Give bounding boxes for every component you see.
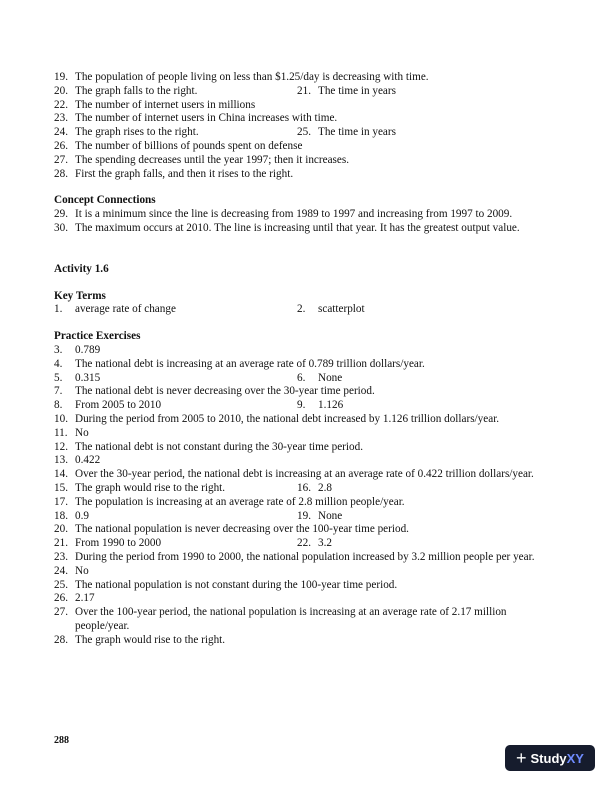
item-text: First the graph falls, and then it rises to the right. [75, 167, 294, 180]
item-text: During the period from 2005 to 2010, the national debt increased by 1.126 trillion dollars/year. [75, 412, 500, 425]
item-text: 1.126 [318, 399, 344, 412]
item-text: 0.422 [75, 454, 101, 467]
item-number: 12. [54, 440, 68, 453]
item-text: Over the 30-year period, the national debt is increasing at an average rate of 0.422 trillion dollars/year. [75, 468, 534, 481]
list-item [54, 496, 554, 510]
item-text: It is a minimum since the line is decreasing from 1989 to 1997 and increasing from 1997 to 2009. [75, 208, 513, 221]
practice-exercises-heading: Practice Exercises [54, 330, 141, 343]
list-item [54, 427, 554, 441]
item-number: 25. [54, 578, 68, 591]
item-number: 19. [297, 509, 311, 522]
item-text: The national population is never decreasing over the 100-year time period. [75, 523, 409, 536]
item-number: 19. [54, 71, 68, 83]
item-text: The maximum occurs at 2010. The line is increasing until that year. It has the greatest output value. [75, 221, 520, 234]
practice-exercises-list [54, 344, 554, 648]
item-number: 28. [54, 633, 68, 646]
item-number: 5. [54, 371, 63, 384]
concept-connections-heading: Concept Connections [54, 194, 156, 207]
list-item [54, 537, 554, 551]
item-number: 7. [54, 385, 63, 398]
item-text: 0.315 [75, 371, 101, 384]
list-item [54, 634, 554, 648]
item-text: From 1990 to 2000 [75, 537, 162, 550]
item-text: The national debt is not constant during the 30-year time period. [75, 440, 364, 453]
list-item [54, 565, 554, 579]
item-number: 14. [54, 468, 68, 481]
item-number: 22. [54, 98, 68, 111]
item-text: The graph would rise to the right. [75, 481, 226, 494]
list-item [54, 168, 554, 182]
item-text: The number of billions of pounds spent on defense [75, 139, 303, 152]
item-number: 21. [297, 84, 311, 97]
item-text: The graph rises to the right. [75, 126, 199, 139]
item-number: 22. [297, 537, 311, 550]
item-number: 3. [54, 343, 63, 356]
item-text: average rate of change [75, 303, 176, 316]
list-item [54, 85, 554, 99]
item-number: 6. [297, 371, 306, 384]
item-text: The time in years [318, 126, 396, 139]
list-item [54, 523, 554, 537]
item-text: 0.789 [75, 343, 101, 356]
item-number: 23. [54, 112, 68, 125]
item-text: During the period from 1990 to 2000, the national population increased by 3.2 million people per year. [75, 550, 535, 563]
item-text: The population is increasing at an average rate of 2.8 million people/year. [75, 495, 405, 508]
item-number: 20. [54, 523, 68, 536]
studyxy-badge[interactable] [505, 745, 595, 771]
item-number: 24. [54, 564, 68, 577]
brand-name-accent: XY [566, 750, 584, 766]
list-item [54, 140, 554, 154]
item-number: 15. [54, 481, 68, 494]
list-item [54, 344, 554, 358]
item-number: 10. [54, 412, 68, 425]
item-number: 9. [297, 399, 306, 412]
item-text: The national debt is increasing at an average rate of 0.789 trillion dollars/year. [75, 357, 425, 370]
item-number: 25. [297, 126, 311, 139]
list-item [54, 510, 554, 524]
item-text: The graph falls to the right. [75, 84, 198, 97]
item-text: Over the 100-year period, the national population is increasing at an average rate of 2.17 million people/year. [75, 606, 507, 632]
item-text: 0.9 [75, 509, 89, 522]
item-text: 2.8 [318, 481, 332, 494]
item-number: 30. [54, 221, 68, 234]
key-terms-list [54, 303, 554, 317]
item-number: 24. [54, 126, 68, 139]
list-item [54, 441, 554, 455]
list-item [54, 126, 554, 140]
item-number: 2. [297, 303, 306, 316]
item-text: None [318, 509, 343, 522]
item-text: The number of internet users in China increases with time. [75, 112, 338, 125]
list-item [54, 606, 554, 634]
item-text: The national population is not constant during the 100-year time period. [75, 578, 398, 591]
item-number: 26. [54, 139, 68, 152]
list-item [54, 154, 554, 168]
answer-list-top [54, 71, 554, 181]
brand-name-main: Study [530, 750, 567, 766]
item-number: 21. [54, 537, 68, 550]
page-number: 288 [54, 735, 69, 746]
list-item [54, 208, 554, 222]
concept-connections-list [54, 208, 554, 236]
list-item [54, 358, 554, 372]
list-item [54, 99, 554, 113]
item-number: 27. [54, 153, 68, 166]
activity-title: Activity 1.6 [54, 262, 109, 275]
item-number: 1. [54, 303, 63, 316]
list-item [54, 551, 554, 565]
item-text: The population of people living on less than $1.25/day is decreasing with time. [75, 71, 429, 83]
list-item [54, 303, 554, 317]
item-text: No [75, 564, 89, 577]
item-number: 29. [54, 208, 68, 221]
item-number: 17. [54, 495, 68, 508]
item-number: 27. [54, 606, 68, 619]
item-number: 28. [54, 167, 68, 180]
item-text: The time in years [318, 84, 396, 97]
item-text: From 2005 to 2010 [75, 399, 162, 412]
item-text: scatterplot [318, 303, 365, 316]
item-text: The spending decreases until the year 1997; then it increases. [75, 153, 350, 166]
list-item [54, 372, 554, 386]
item-text: The national debt is never decreasing over the 30-year time period. [75, 385, 375, 398]
item-text: 3.2 [318, 537, 332, 550]
list-item [54, 71, 554, 85]
item-number: 26. [54, 592, 68, 605]
item-number: 23. [54, 550, 68, 563]
list-item [54, 399, 554, 413]
item-number: 8. [54, 399, 63, 412]
page-content [54, 71, 554, 647]
item-number: 11. [54, 426, 68, 439]
key-terms-heading: Key Terms [54, 289, 106, 302]
list-item [54, 579, 554, 593]
list-item [54, 592, 554, 606]
item-number: 20. [54, 84, 68, 97]
list-item [54, 385, 554, 399]
item-text: The graph would rise to the right. [75, 633, 226, 646]
list-item [54, 454, 554, 468]
list-item [54, 112, 554, 126]
item-text: No [75, 426, 89, 439]
item-number: 18. [54, 509, 68, 522]
plus-icon: + [516, 748, 527, 768]
list-item [54, 468, 554, 482]
list-item [54, 413, 554, 427]
list-item [54, 482, 554, 496]
item-number: 16. [297, 481, 311, 494]
item-text: 2.17 [75, 592, 95, 605]
item-number: 4. [54, 357, 63, 370]
list-item [54, 222, 554, 236]
item-text: The number of internet users in millions [75, 98, 256, 111]
item-number: 13. [54, 454, 68, 467]
item-text: None [318, 371, 343, 384]
